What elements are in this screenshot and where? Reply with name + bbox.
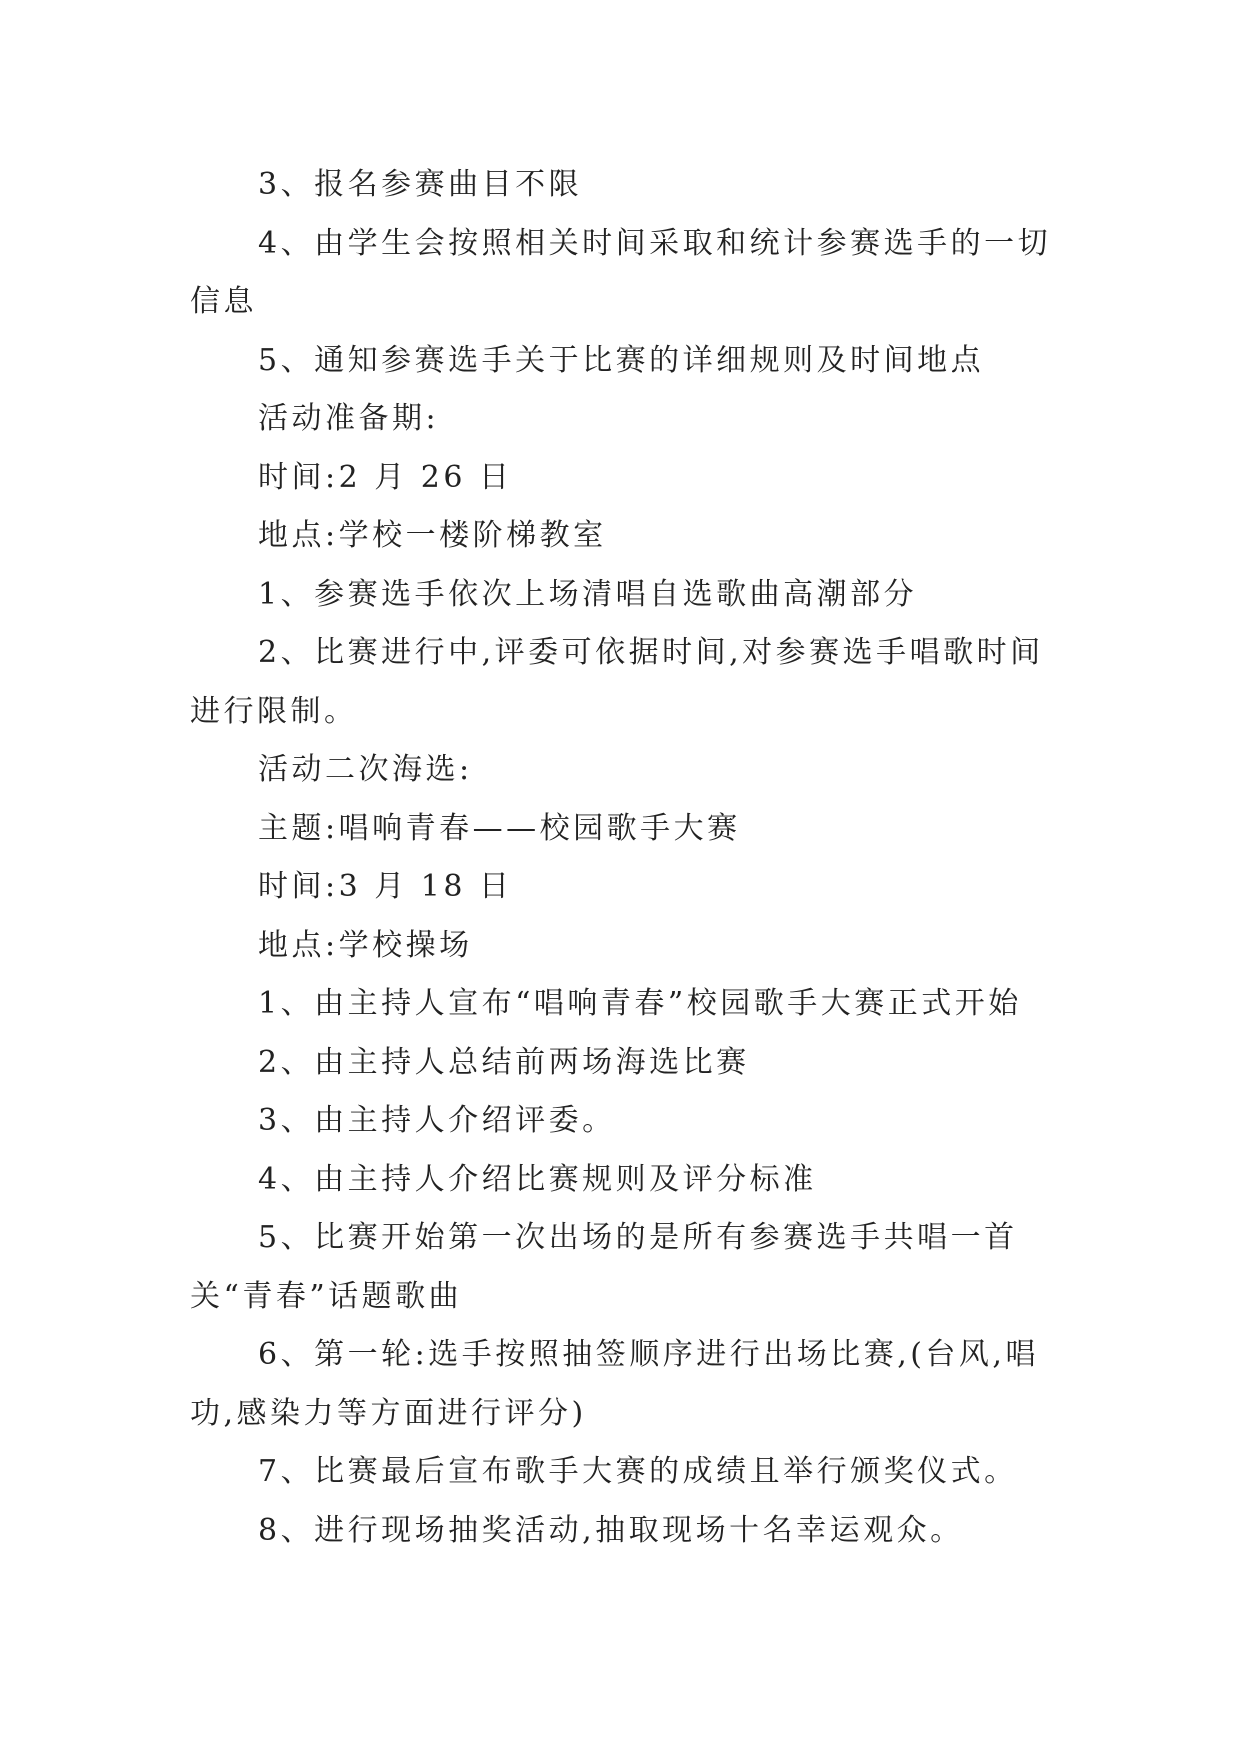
paragraph: 4、由学生会按照相关时间采取和统计参赛选手的一切信息	[190, 225, 1052, 319]
section-heading: 活动准备期:	[258, 401, 440, 436]
document-body	[190, 156, 1060, 1560]
paragraph: 2、由主持人总结前两场海选比赛	[258, 1044, 750, 1080]
paragraph: 7、比赛最后宣布歌手大赛的成绩且举行颁奖仪式。	[258, 1454, 1018, 1489]
paragraph: 1、由主持人宣布“唱响青春”校园歌手大赛正式开始	[258, 986, 1022, 1021]
paragraph: 2、比赛进行中,评委可依据时间,对参赛选手唱歌时间进行限制。	[190, 635, 1044, 729]
paragraph: 时间:2 月 26 日	[258, 459, 513, 495]
paragraph: 地点:学校一楼阶梯教室	[258, 518, 607, 553]
paragraph: 4、由主持人介绍比赛规则及评分标准	[258, 1161, 817, 1197]
paragraph: 1、参赛选手依次上场清唱自选歌曲高潮部分	[258, 576, 918, 612]
paragraph: 5、通知参赛选手关于比赛的详细规则及时间地点	[258, 342, 985, 378]
paragraph: 3、报名参赛曲目不限	[258, 167, 583, 202]
paragraph: 时间:3 月 18 日	[258, 869, 513, 904]
paragraph: 6、第一轮:选手按照抽签顺序进行出场比赛,(台风,唱功,感染力等方面进行评分)	[190, 1337, 1039, 1431]
section-heading: 活动二次海选:	[258, 752, 473, 787]
paragraph: 地点:学校操场	[258, 927, 473, 963]
paragraph: 主题:唱响青春——校园歌手大赛	[258, 810, 741, 846]
paragraph: 3、由主持人介绍评委。	[258, 1103, 616, 1138]
paragraph: 8、进行现场抽奖活动,抽取现场十名幸运观众。	[258, 1512, 964, 1548]
paragraph: 5、比赛开始第一次出场的是所有参赛选手共唱一首关“青春”话题歌曲	[190, 1220, 1018, 1314]
